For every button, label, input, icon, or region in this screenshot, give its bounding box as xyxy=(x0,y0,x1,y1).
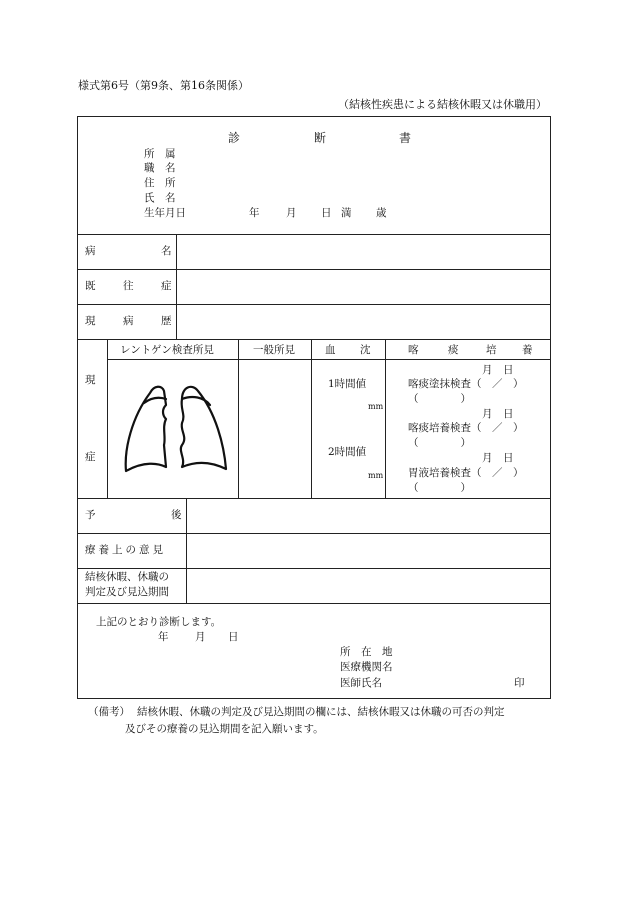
position-label: 職 名 xyxy=(144,162,176,174)
remarks-line-1: 結核休暇、休職の判定及び見込期間の欄には、結核休暇又は休職の可否の判定 xyxy=(137,706,505,718)
prognosis-label-1: 予 xyxy=(85,509,96,521)
certification-statement: 上記のとおり診断します。 xyxy=(96,616,222,628)
leave-judgment-label-1: 結核休暇、休職の xyxy=(85,571,169,583)
remarks-label: （備考） xyxy=(88,706,130,718)
disease-name-label-1: 病 xyxy=(85,245,96,257)
institution-label: 医療機関名 xyxy=(340,661,393,673)
birth-year: 年 xyxy=(249,207,260,219)
address-label: 住 所 xyxy=(144,177,176,189)
disease-name-label-2: 名 xyxy=(161,245,172,257)
title-char-2: 断 xyxy=(314,131,327,145)
culture-date: 月 日 xyxy=(482,408,514,420)
smear-result: （ ） xyxy=(408,393,471,405)
title-char-3: 書 xyxy=(399,131,412,145)
prognosis-label-2: 後 xyxy=(171,509,182,521)
form-purpose: （結核性疾患による結核休暇又は休職用） xyxy=(338,98,547,111)
sputum-header-2: 痰 xyxy=(448,344,459,356)
care-opinion-label: 療養上の意見 xyxy=(85,544,166,556)
gastric-date: 月 日 xyxy=(482,452,514,464)
present-history-label-2: 病 xyxy=(123,315,134,327)
sputum-header-4: 養 xyxy=(522,344,533,356)
past-history-label-1: 既 xyxy=(85,280,96,292)
full-age-label: 満 xyxy=(341,207,352,219)
culture-result: （ ） xyxy=(408,437,471,449)
esr-header-2: 沈 xyxy=(360,344,371,356)
gastric-result: （ ） xyxy=(408,482,471,494)
form-number: 様式第6号（第9条、第16条関係） xyxy=(78,79,249,92)
present-history-label-3: 歴 xyxy=(161,315,172,327)
smear-date: 月 日 xyxy=(482,364,514,376)
lung-diagram-icon xyxy=(120,379,232,477)
culture-test: 喀痰培養検査（ ／ ） xyxy=(408,422,524,434)
remarks-line-2: 及びその療養の見込期間を記入願います。 xyxy=(125,723,324,735)
seal-label: 印 xyxy=(514,677,525,689)
smear-test: 喀痰塗抹検査（ ／ ） xyxy=(408,378,524,390)
birth-day: 日 xyxy=(321,207,332,219)
diagnosis-form xyxy=(77,116,551,699)
name-label: 氏 名 xyxy=(144,192,176,204)
present-history-label-1: 現 xyxy=(85,315,96,327)
esr-header-1: 血 xyxy=(325,344,336,356)
location-label: 所 在 地 xyxy=(340,646,393,658)
general-header: 一般所見 xyxy=(253,344,295,356)
xray-header: レントゲン検査所見 xyxy=(120,344,214,356)
present-condition-label-2: 症 xyxy=(85,451,96,463)
gastric-test: 胃液培養検査（ ／ ） xyxy=(408,467,524,479)
esr-one-hour-unit: mm xyxy=(368,402,384,411)
cert-day: 日 xyxy=(228,631,239,643)
sputum-header-3: 培 xyxy=(486,344,497,356)
past-history-label-2: 往 xyxy=(123,280,134,292)
cert-year: 年 xyxy=(158,631,169,643)
esr-two-hour-unit: mm xyxy=(368,471,384,480)
leave-judgment-label-2: 判定及び見込期間 xyxy=(85,586,169,598)
birthdate-label: 生年月日 xyxy=(144,207,186,219)
doctor-label: 医師氏名 xyxy=(340,677,382,689)
present-condition-label-1: 現 xyxy=(85,374,96,386)
cert-month: 月 xyxy=(195,631,206,643)
birth-month: 月 xyxy=(286,207,297,219)
esr-two-hour: 2時間値 xyxy=(328,446,367,458)
past-history-label-3: 症 xyxy=(161,280,172,292)
esr-one-hour: 1時間値 xyxy=(328,378,367,390)
affiliation-label: 所 属 xyxy=(144,148,176,160)
age-label: 歳 xyxy=(376,207,387,219)
sputum-header-1: 喀 xyxy=(408,344,419,356)
title-char-1: 診 xyxy=(228,131,241,145)
